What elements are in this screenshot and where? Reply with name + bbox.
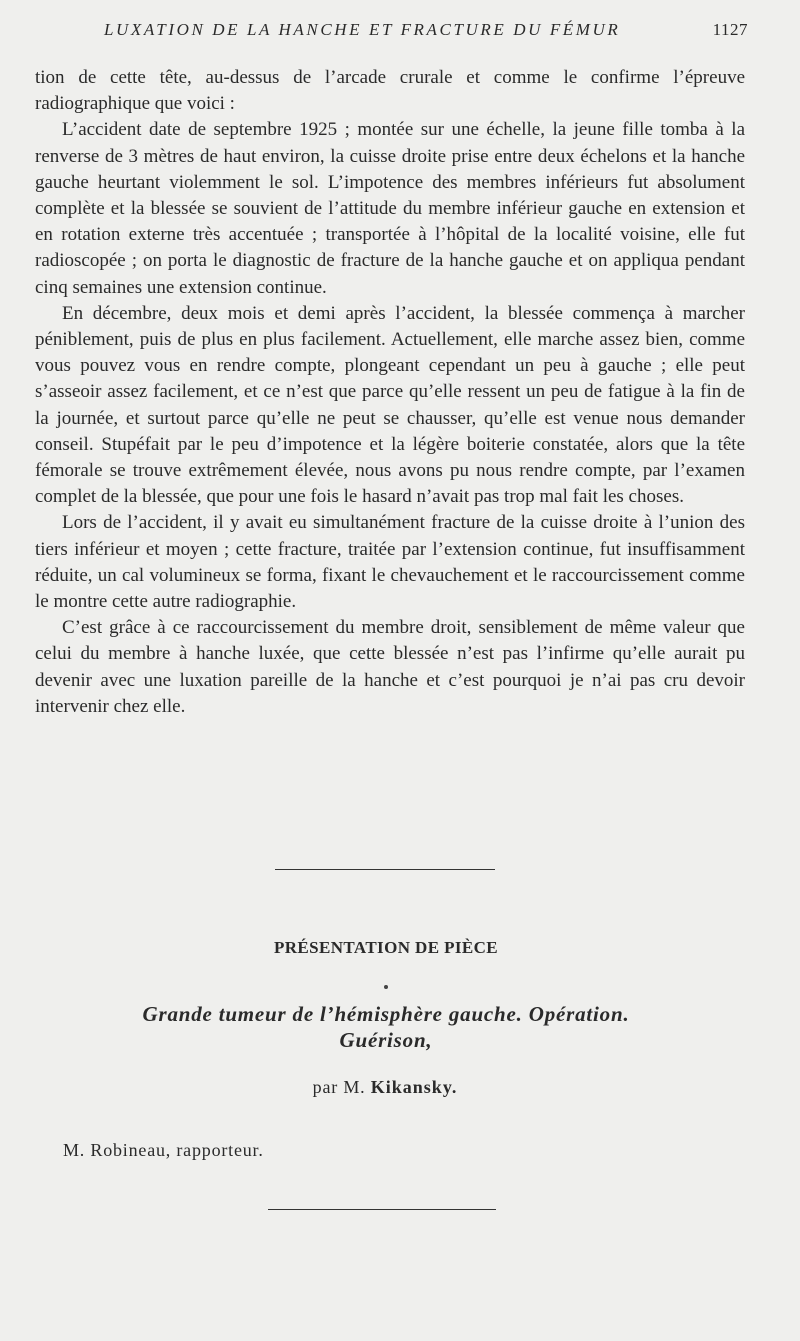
paragraph: Lors de l’accident, il y avait eu simultanément fracture de la cuisse droite à l’union des tiers inférieur et moyen ; cette fracture, traitée par l’extension continue, fut insuffisamment réduite, un cal volumineux se forma, fixant le chevauchement et le raccourcissement comme le montre cette autre radiographie. (35, 512, 745, 613)
end-divider (268, 1209, 496, 1210)
section-divider (275, 869, 495, 870)
paragraph: C’est grâce à ce raccourcissement du membre droit, sensiblement de même valeur que celui du membre à hanche luxée, que cette blessée n’est pas l’infirme qu’elle aurait pu devenir avec une luxation pareille de la hanche et c’est pourquoi je n’ai pas cru devoir intervenir chez elle. (35, 617, 745, 717)
section-heading: PRÉSENTATION DE PIÈCE (273, 938, 499, 957)
paragraph: En décembre, deux mois et demi après l’accident, la blessée commença à marcher péniblement, puis de plus en plus facilement. Actuellement, elle marche assez bien, comme vous pouvez vous en rendre compte, plongeant cependant un peu à gauche ; elle peut s’asseoir assez facilement, et ce n’est que parce qu’elle ressent un peu de fatigue à la fin de la journée, et surtout parce qu’elle ne peut se chausser, qu’elle est venue nous demander conseil. Stupéfait par le peu d’impotence et la légère boiterie constatée, alors que la tête fémorale se trouve extrêmement élevée, nous avons pu nous rendre compte, par l’examen complet de la blessée, que pour une fois le hasard n’avait pas trop mal fait les choses. (35, 302, 745, 508)
reporter-line: M. Robineau, rapporteur. (63, 1140, 264, 1160)
article-title-line: Guérison, (339, 1028, 433, 1052)
separator-dot (384, 985, 388, 989)
byline-prefix: par M. (312, 1077, 366, 1097)
article-title (35, 1001, 737, 1053)
article-title-line: Grande tumeur de l’hémisphère gauche. Opération. (142, 1002, 630, 1026)
running-title: LUXATION DE LA HANCHE ET FRACTURE DU FÉMUR (104, 20, 621, 39)
page-number: 1127 (712, 20, 748, 39)
body-text (35, 65, 745, 720)
paragraph: tion de cette tête, au-dessus de l’arcade crurale et comme le confirme l’épreuve radiographique que voici : (35, 67, 745, 115)
paragraph: L’accident date de septembre 1925 ; montée sur une échelle, la jeune fille tomba à la renverse de 3 mètres de haut environ, la cuisse droite prise entre deux échelons et la hanche gauche heurtant violemment le sol. L’impotence des membres inférieurs fut absolument complète et la blessée se souvient de l’attitude du membre inférieur gauche en extension et en rotation externe très accentuée ; transportée à l’hôpital de la localité voisine, elle fut radioscopée ; on porta le diagnostic de fracture de la hanche gauche et on appliqua pendant cinq semaines une extension continue. (35, 119, 745, 298)
byline (0, 1077, 770, 1098)
byline-author: Kikansky. (370, 1077, 458, 1097)
